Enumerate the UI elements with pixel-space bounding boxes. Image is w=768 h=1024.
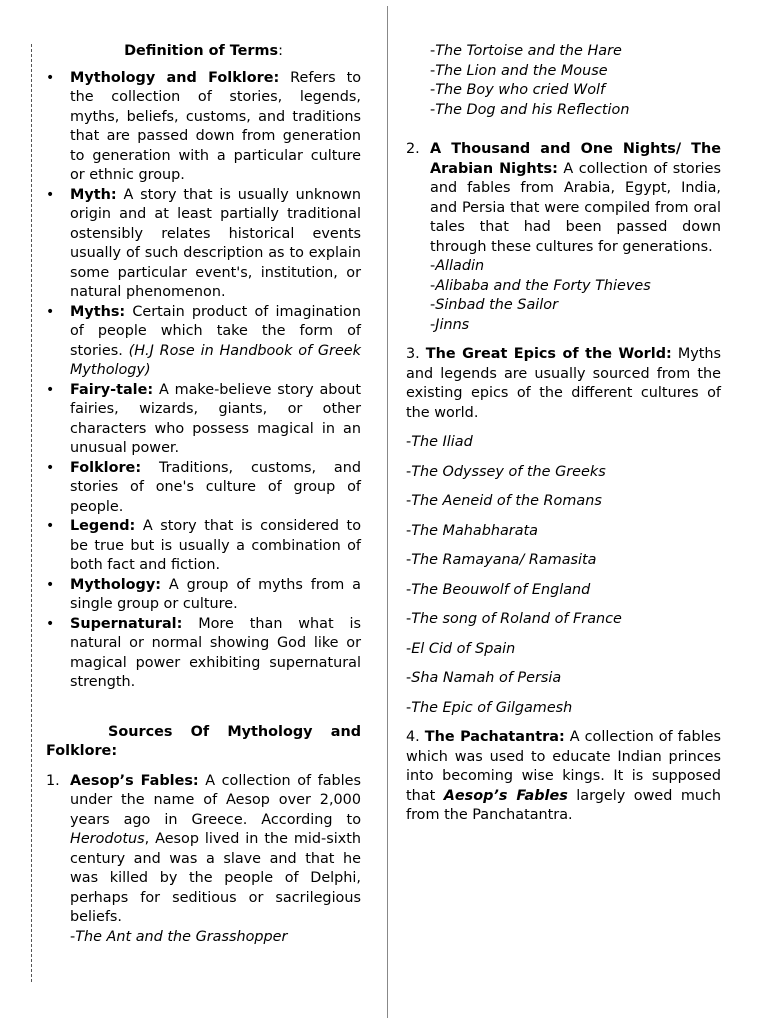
definition-item: • Supernatural: More than what is natural or normal showing God like or magical power exhibiting supernatural strength. — [46, 615, 361, 690]
tale-item: -The Boy who cried Wolf — [430, 82, 606, 98]
sources-heading: Sources Of Mythology and Folklore: — [46, 723, 361, 759]
definition-item: • Mythology: A group of myths from a single group or culture. — [46, 576, 361, 612]
tale-item: -Alibaba and the Forty Thieves — [430, 277, 651, 294]
epic-item: -The Epic of Gilgamesh — [406, 699, 573, 716]
citation: (H.J Rose in Handbook of Greek Mythology) — [70, 342, 361, 378]
source-panchatantra: 4. The Pachatantra: A collection of fables which was used to educate Indian princes into becoming wise kings. It is supposed that Aesop’s Fables largely owed much from the Panchatantra. — [406, 729, 722, 823]
bullet-icon: • — [46, 576, 55, 593]
aesop-tales-continued — [406, 42, 721, 120]
definition-item: • Fairy-tale: A make-believe story about fairies, wizards, giants, or other characters who possess magical in an unusual power. — [46, 381, 361, 456]
bullet-icon: • — [46, 459, 55, 476]
epic-item: -The Odyssey of the Greeks — [406, 463, 606, 480]
tale-item: -The Ant and the Grasshopper — [70, 928, 288, 945]
tale-item: -Sinbad the Sailor — [430, 297, 558, 313]
epic-item: -Sha Namah of Persia — [406, 670, 562, 686]
epic-item: -The Aeneid of the Romans — [406, 493, 602, 509]
bullet-icon: • — [46, 69, 55, 86]
tale-item: -Jinns — [430, 316, 470, 333]
source-arabian-nights: 2. A Thousand and One Nights/ The Arabian Nights: A collection of stories and fables from Arabia, Egypt, India, and Persia that were compiled from oral tales that had been passed down through these cultures for generations. -Alladin -Alibaba and the Forty Thieves -Sinbad the Sailor -Jinns — [406, 140, 721, 335]
epic-item: -The Beouwolf of England — [406, 581, 591, 598]
epics-list — [406, 433, 721, 718]
definition-item: • Mythology and Folklore: Refers to the collection of stories, legends, myths, beliefs, customs, and traditions that are passed down from generation to generation with a particular culture or ethnic group. — [46, 69, 362, 183]
source-aesop: 1. Aesop’s Fables: A collection of fables under the name of Aesop over 2,000 years ago in Greece. According to Herodotus, Aesop lived in the mid-sixth century and was a slave and that he was killed by the people of Delphi, perhaps for seditious or sacrilegious beliefs. -The Ant and the Grasshopper — [46, 772, 361, 948]
epic-item: -The Ramayana/ Ramasita — [406, 552, 597, 568]
tale-item: -The Tortoise and the Hare — [430, 43, 622, 59]
epic-item: -The song of Roland of France — [406, 611, 622, 627]
definition-item: • Folklore: Traditions, customs, and stories of one's culture of group of people. — [46, 459, 361, 515]
epic-item: -The Mahabharata — [406, 522, 538, 539]
tale-item: -The Lion and the Mouse — [430, 62, 608, 79]
bullet-icon: • — [46, 303, 55, 320]
definition-item: • Legend: A story that is considered to be true but is usually a combination of both fact and fiction. — [46, 518, 362, 573]
tale-item: -The Dog and his Reflection — [430, 101, 630, 118]
epic-item: -El Cid of Spain — [406, 640, 516, 657]
bullet-icon: • — [46, 518, 55, 534]
bullet-icon: • — [46, 381, 55, 398]
definition-item: • Myths: Certain product of imagination of people which take the form of stories. (H.J Rose in Handbook of Greek Mythology) — [46, 303, 361, 378]
source-great-epics: 3. The Great Epics of the World: Myths and legends are usually sourced from the existing epics of the different cultures of the world. — [406, 346, 722, 421]
epic-item: -The Iliad — [406, 434, 473, 450]
column-divider — [387, 6, 388, 1018]
right-column — [406, 42, 721, 826]
source-number: 2. — [406, 141, 420, 157]
definition-item: • Myth: A story that is usually unknown origin and at least partially traditional ostensibly relates historical events usually of such description as to explain some particular event's, institution, or natural phenomenon. — [46, 186, 361, 300]
bullet-icon: • — [46, 615, 55, 632]
left-margin-dashed-line — [31, 44, 32, 982]
bullet-icon: • — [46, 186, 55, 203]
source-number: 1. — [46, 772, 60, 789]
left-column — [46, 42, 361, 947]
definitions-list — [46, 69, 361, 693]
definitions-heading: Definition of Terms: — [124, 43, 283, 59]
tale-item: -Alladin — [430, 258, 485, 274]
